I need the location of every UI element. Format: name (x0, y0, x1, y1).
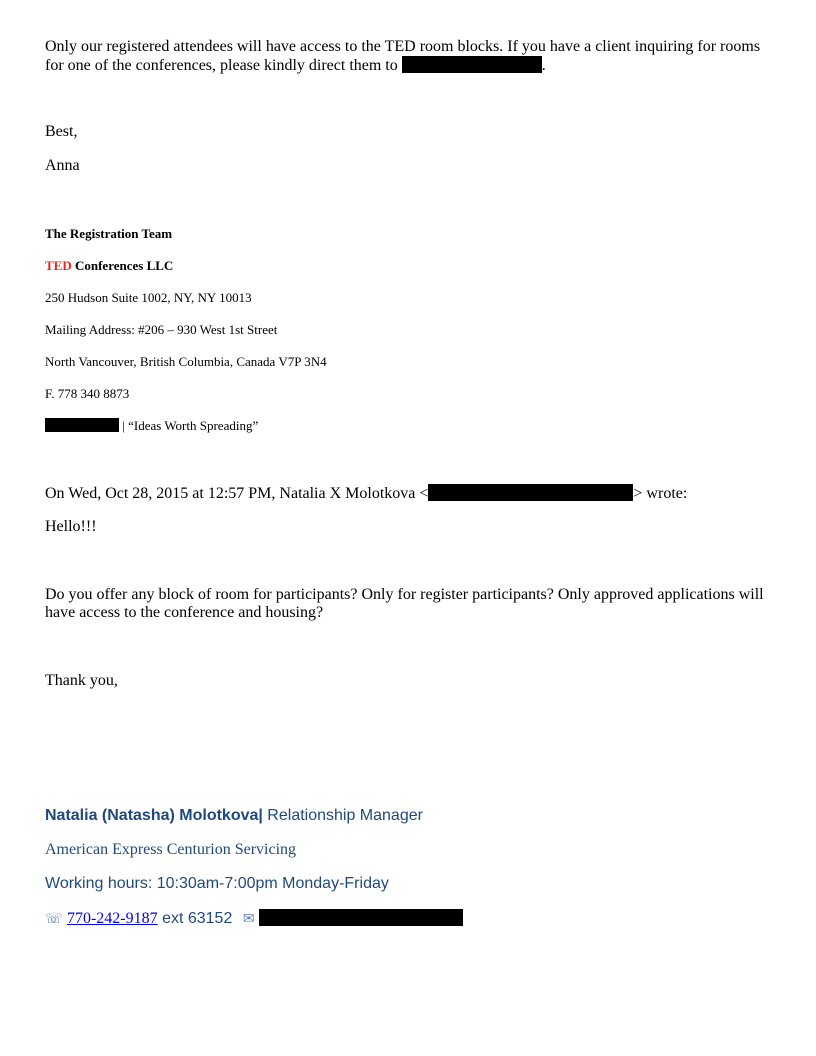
sig-tagline-row (45, 418, 258, 434)
amex-contact-row (45, 909, 463, 928)
redacted-email (402, 56, 542, 73)
quote-header (45, 484, 687, 503)
closing: Best, (45, 123, 78, 140)
quote-header-start: On Wed, Oct 28, 2015 at 12:57 PM, Natalia X Molotkova < (45, 485, 429, 502)
sig-company (45, 258, 173, 274)
quote-thanks: Thank you, (45, 672, 118, 689)
intro-paragraph (45, 38, 771, 75)
tagline: | “Ideas Worth Spreading” (119, 418, 259, 433)
phone-ext: ext 63152 (157, 910, 233, 927)
amex-company: American Express Centurion Servicing (45, 841, 297, 858)
sig-address-3: North Vancouver, British Columbia, Canada V7P 3N4 (45, 354, 327, 369)
mail-icon: ✉ (242, 911, 255, 927)
quote-question: Do you offer any block of room for participants? Only for register participants? Only approved applications will have access to the conference and housing? (45, 586, 764, 621)
redacted-link (45, 418, 119, 432)
phone-link[interactable]: 770-242-9187 (66, 910, 158, 927)
ted-brand: TED (45, 258, 72, 273)
amex-name-row (45, 807, 423, 825)
amex-name: Natalia (Natasha) Molotkova| (45, 807, 263, 824)
sig-fax: F. 778 340 8873 (45, 386, 130, 401)
amex-hours: Working hours: 10:30am-7:00pm Monday-Friday (45, 875, 389, 892)
sig-team: The Registration Team (45, 226, 173, 241)
redacted-amex-email (259, 909, 463, 926)
intro-text: Only our registered attendees will have access to the TED room blocks. If you have a client inquiring for rooms for one of the conferences, please kindly direct them to (45, 38, 761, 74)
sig-address-1: 250 Hudson Suite 1002, NY, NY 10013 (45, 290, 252, 305)
amex-title: Relationship Manager (262, 807, 423, 824)
phone-icon: ☏ (45, 911, 63, 927)
redacted-sender-email (428, 484, 633, 501)
quote-header-end: > wrote: (633, 485, 688, 502)
sender-name: Anna (45, 157, 80, 174)
quote-greeting: Hello!!! (45, 518, 97, 535)
intro-end: . (541, 57, 546, 74)
sig-address-2: Mailing Address: #206 – 930 West 1st Street (45, 322, 278, 337)
company-rest: Conferences LLC (71, 258, 174, 273)
